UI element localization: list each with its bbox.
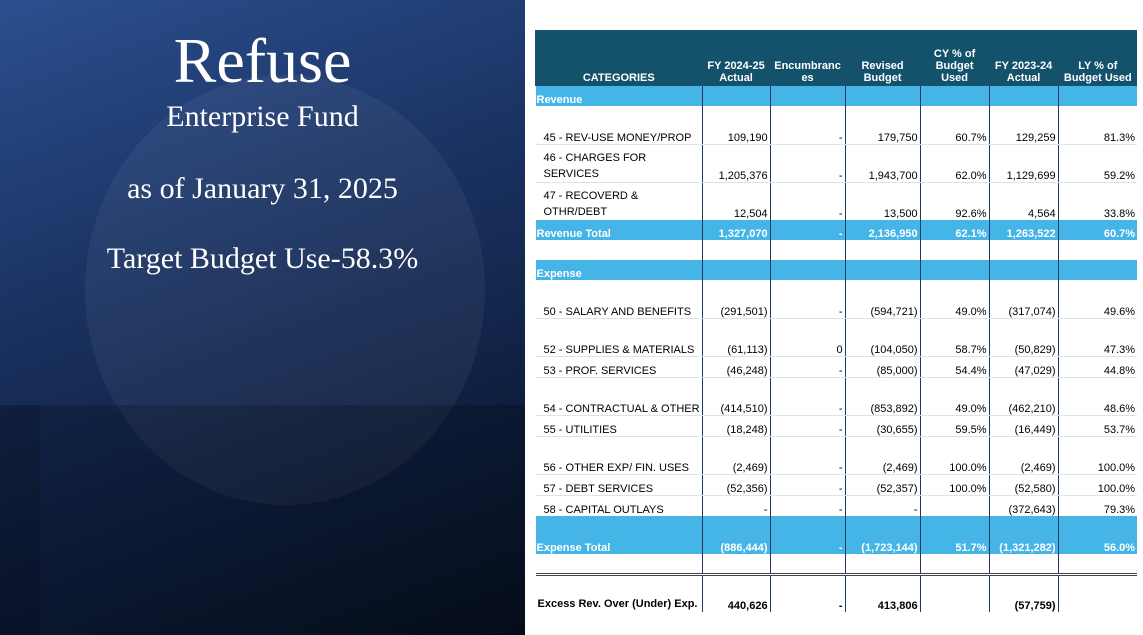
cell-value: - <box>770 395 845 415</box>
revenue-section-label: Revenue <box>536 86 703 106</box>
cell-value: 49.0% <box>920 298 989 318</box>
cell-value: (52,357) <box>845 474 920 495</box>
cell-value: 60.7% <box>1058 220 1137 240</box>
cell-value: 1,129,699 <box>989 144 1058 182</box>
cell-value: (886,444) <box>702 516 770 554</box>
row-category: 47 - RECOVERD & OTHR/DEBT <box>536 182 703 220</box>
cell-value: 62.1% <box>920 220 989 240</box>
row-category: 58 - CAPITAL OUTLAYS <box>536 495 703 516</box>
cell-value: 56.0% <box>1058 516 1137 554</box>
table-row <box>536 336 1138 356</box>
cell-value: 44.8% <box>1058 356 1137 377</box>
header-ly-percent: LY % of Budget Used <box>1058 30 1137 86</box>
excess-row <box>536 574 1138 612</box>
header-encumbrances: Encumbranc es <box>770 30 845 86</box>
cell-value: 1,205,376 <box>702 144 770 182</box>
row-category: 57 - DEBT SERVICES <box>536 474 703 495</box>
header-categories: CATEGORIES <box>536 30 703 86</box>
cell-value: 92.6% <box>920 182 989 220</box>
revenue-total-label: Revenue Total <box>536 220 703 240</box>
cell-value: (1,723,144) <box>845 516 920 554</box>
table-row <box>536 454 1138 474</box>
cell-value: (61,113) <box>702 336 770 356</box>
cell-value: 1,327,070 <box>702 220 770 240</box>
cell-value: (317,074) <box>989 298 1058 318</box>
row-category: 55 - UTILITIES <box>536 415 703 436</box>
expense-section-row <box>536 260 1138 280</box>
cell-value: (291,501) <box>702 298 770 318</box>
cell-value: (462,210) <box>989 395 1058 415</box>
cell-value: - <box>770 574 845 612</box>
row-category: 52 - SUPPLIES & MATERIALS <box>536 336 703 356</box>
cell-value: - <box>770 124 845 144</box>
cell-value: (46,248) <box>702 356 770 377</box>
table-row <box>536 356 1138 377</box>
cell-value: (47,029) <box>989 356 1058 377</box>
cell-value: 1,263,522 <box>989 220 1058 240</box>
expense-total-label: Expense Total <box>536 516 703 554</box>
cell-value: 54.4% <box>920 356 989 377</box>
expense-total-row <box>536 516 1138 554</box>
cell-value: 0 <box>770 336 845 356</box>
cell-value: 129,259 <box>989 124 1058 144</box>
row-category: 45 - REV-USE MONEY/PROP <box>536 124 703 144</box>
cell-value: - <box>702 495 770 516</box>
table-row <box>536 495 1138 516</box>
cell-value: 47.3% <box>1058 336 1137 356</box>
cell-value: 51.7% <box>920 516 989 554</box>
table-row <box>536 182 1138 220</box>
cell-value: 81.3% <box>1058 124 1137 144</box>
cell-value: (52,356) <box>702 474 770 495</box>
table-header-row <box>536 30 1138 86</box>
table-row <box>536 144 1138 182</box>
slide-subtitle: Enterprise Fund <box>166 100 359 133</box>
cell-value: - <box>770 220 845 240</box>
cell-value: 100.0% <box>920 474 989 495</box>
decorative-band-edge <box>0 405 40 635</box>
budget-table-container <box>535 30 1137 612</box>
cell-value: 60.7% <box>920 124 989 144</box>
as-of-date: as of January 31, 2025 <box>127 172 398 205</box>
cell-value: (2,469) <box>845 454 920 474</box>
cell-value: (52,580) <box>989 474 1058 495</box>
cell-value: (414,510) <box>702 395 770 415</box>
cell-value: 179,750 <box>845 124 920 144</box>
decorative-band <box>0 405 525 635</box>
row-category: 50 - SALARY AND BENEFITS <box>536 298 703 318</box>
cell-value: (2,469) <box>989 454 1058 474</box>
cell-value: 100.0% <box>1058 454 1137 474</box>
cell-value: (104,050) <box>845 336 920 356</box>
cell-value: 53.7% <box>1058 415 1137 436</box>
cell-value: 1,943,700 <box>845 144 920 182</box>
cell-value: (57,759) <box>989 574 1058 612</box>
table-row <box>536 415 1138 436</box>
cell-value: (18,248) <box>702 415 770 436</box>
cell-value: (16,449) <box>989 415 1058 436</box>
cell-value: 79.3% <box>1058 495 1137 516</box>
cell-value: 13,500 <box>845 182 920 220</box>
cell-value: (2,469) <box>702 454 770 474</box>
table-row <box>536 395 1138 415</box>
cell-value: (853,892) <box>845 395 920 415</box>
expense-section-label: Expense <box>536 260 703 280</box>
title-panel <box>0 0 525 635</box>
revenue-section-row <box>536 86 1138 106</box>
excess-label: Excess Rev. Over (Under) Exp. <box>536 574 703 612</box>
cell-value: (85,000) <box>845 356 920 377</box>
row-category: 54 - CONTRACTUAL & OTHER <box>536 395 703 415</box>
cell-value <box>920 574 989 612</box>
row-category: 53 - PROF. SERVICES <box>536 356 703 377</box>
cell-value: 2,136,950 <box>845 220 920 240</box>
cell-value: - <box>770 454 845 474</box>
cell-value: 100.0% <box>1058 474 1137 495</box>
cell-value <box>920 495 989 516</box>
cell-value: 4,564 <box>989 182 1058 220</box>
cell-value: 440,626 <box>702 574 770 612</box>
cell-value: (1,321,282) <box>989 516 1058 554</box>
cell-value: 49.6% <box>1058 298 1137 318</box>
cell-value: 49.0% <box>920 395 989 415</box>
cell-value: - <box>770 144 845 182</box>
row-category: 56 - OTHER EXP/ FIN. USES <box>536 454 703 474</box>
revenue-total-row <box>536 220 1138 240</box>
table-row <box>536 298 1138 318</box>
cell-value: 48.6% <box>1058 395 1137 415</box>
cell-value: - <box>845 495 920 516</box>
cell-value: 59.2% <box>1058 144 1137 182</box>
cell-value: 12,504 <box>702 182 770 220</box>
cell-value: - <box>770 495 845 516</box>
header-cy-percent: CY % of Budget Used <box>920 30 989 86</box>
cell-value: 100.0% <box>920 454 989 474</box>
cell-value: - <box>770 298 845 318</box>
cell-value: - <box>770 516 845 554</box>
table-row <box>536 124 1138 144</box>
cell-value: - <box>770 182 845 220</box>
header-revised-budget: Revised Budget <box>845 30 920 86</box>
cell-value: - <box>770 474 845 495</box>
cell-value: 62.0% <box>920 144 989 182</box>
cell-value: 413,806 <box>845 574 920 612</box>
cell-value: - <box>770 356 845 377</box>
slide-title: Refuse <box>173 25 352 96</box>
cell-value: (372,643) <box>989 495 1058 516</box>
table-row <box>536 474 1138 495</box>
cell-value: 58.7% <box>920 336 989 356</box>
cell-value: (50,829) <box>989 336 1058 356</box>
row-category: 46 - CHARGES FOR SERVICES <box>536 144 703 182</box>
header-fy2425-actual: FY 2024-25 Actual <box>702 30 770 86</box>
cell-value: - <box>770 415 845 436</box>
target-budget-use: Target Budget Use-58.3% <box>106 242 419 275</box>
cell-value <box>1058 574 1137 612</box>
budget-table <box>535 30 1137 612</box>
cell-value: (594,721) <box>845 298 920 318</box>
cell-value: 109,190 <box>702 124 770 144</box>
cell-value: 33.8% <box>1058 182 1137 220</box>
header-fy2324-actual: FY 2023-24 Actual <box>989 30 1058 86</box>
cell-value: 59.5% <box>920 415 989 436</box>
cell-value: (30,655) <box>845 415 920 436</box>
